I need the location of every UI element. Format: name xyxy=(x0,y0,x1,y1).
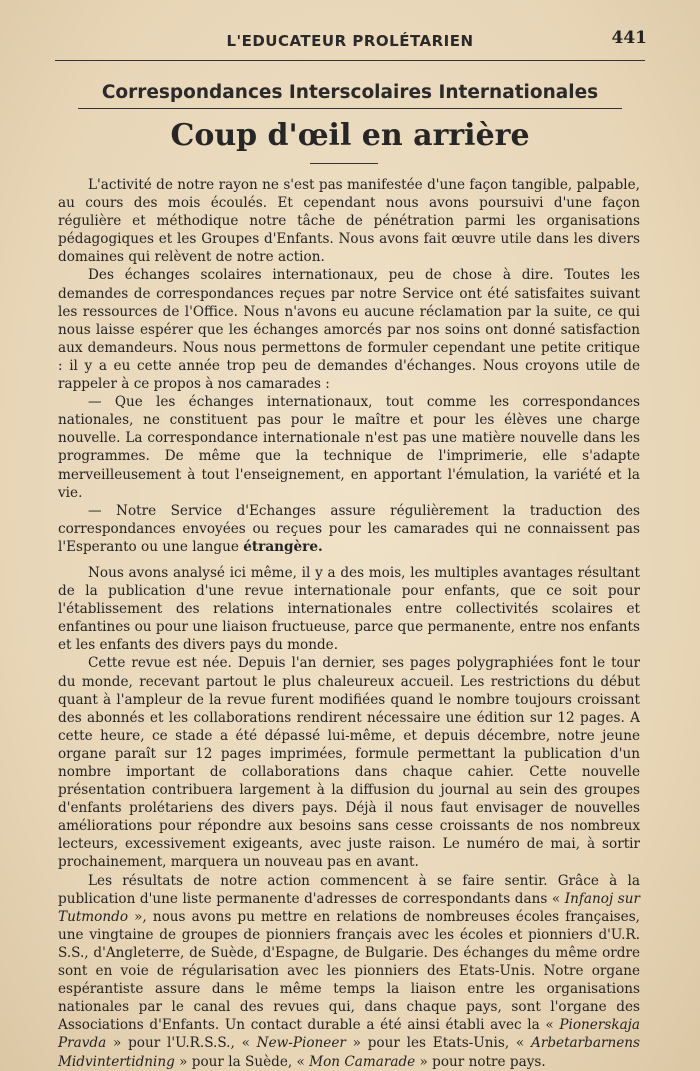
text-run: », nous avons pu mettre en relations de nombreuses écoles françaises, une vingtaine de groupes de pionniers français avec les écoles et pionniers d'U.R. S.S., d'Angleterre, de Suède, d'Espagne, de Bulgarie. Des échanges du même ordre sont en voie de régularisation avec les pionniers des Etats-Unis. Notre organe espérantiste assure dans le même temps la liaison entre les organisations nationales par le canal des revues qui, dans chaque pays, sont l'organe des Associations d'Enfants. Un contact durable a été ainsi établi avec la « xyxy=(58,908,640,1034)
paragraph: — Que les échanges internationaux, tout comme les correspondances nationales, ne constituent pas pour le maître et pour les élèves une charge nouvelle. La correspondance internationale n'est pas une matière nouvelle dans les programmes. De même que la technique de l'imprimerie, elle s'adapte merveilleusement à tout l'enseignement, en apportant l'émulation, la variété et la vie. xyxy=(58,394,640,501)
paragraph: L'activité de notre rayon ne s'est pas manifestée d'une façon tangible, palpable, au cours des mois écoulés. Et cependant nous avons poursuivi d'une façon régulière et méthodique notre tâche de pénétration parmi les organisations pédagogiques et les Groupes d'Enfants. Nous avons fait œuvre utile dans les divers domaines qui relèvent de notre action. xyxy=(58,177,640,266)
article-title: Coup d'œil en arrière xyxy=(170,118,530,153)
title-divider xyxy=(310,163,378,164)
journal-title: L'EDUCATEUR PROLÉTARIEN xyxy=(226,32,474,50)
text-run: — Notre Service d'Echanges assure régulièrement la traduction des correspondances envoyées ou reçues pour les camarades qui ne connaissent pas l'Esperanto ou une langue xyxy=(58,502,640,555)
text-run: » pour les Etats-Unis, « xyxy=(345,1035,532,1052)
italic-title: Midvintertidning xyxy=(58,1053,175,1070)
text-run: » pour l'U.R.S.S., « xyxy=(106,1035,257,1052)
italic-title: Pravda xyxy=(58,1035,107,1052)
text-run: » pour la Suède, « xyxy=(174,1053,310,1070)
text-run: » pour notre pays. xyxy=(415,1053,546,1070)
paragraph: Nous avons analysé ici même, il y a des mois, les multiples avantages résultant de la publication d'une revue internationale pour enfants, que ce soit pour l'établissement des relations internationales entre collectivités scolaires et enfantines ou pour une liaison fructueuse, parce que permanente, entre nos enfants et les enfants des divers pays du monde. xyxy=(58,564,640,654)
bold-word: étrangère. xyxy=(243,538,323,555)
page-number: 441 xyxy=(611,28,647,48)
paragraph xyxy=(58,872,640,1071)
italic-title: Infanoj sur xyxy=(564,890,640,907)
running-header xyxy=(55,26,645,61)
article-body xyxy=(58,176,640,1071)
italic-title: New-Pioneer xyxy=(256,1035,346,1052)
italic-title: Arbetarbarnens xyxy=(531,1035,640,1052)
italic-title: Pionerskaja xyxy=(559,1017,640,1034)
paragraph: Cette revue est née. Depuis l'an dernier, ses pages polygraphiées font le tour du monde, recevant partout le plus chaleureux accueil. Les restrictions du début quant à l'ampleur de la revue furent modifiées quand le nombre toujours croissant des abonnés et les collaborations rendirent nécessaire une édition sur 12 pages. A cette heure, ce stade a été dépassé lui-même, et depuis décembre, notre jeune organe paraît sur 12 pages imprimées, formule permettant la publication d'un nombre important de collaborations dans chaque cahier. Cette nouvelle présentation contribuera largement à la diffusion du journal au sein des groupes d'enfants prolétariens des divers pays. Déjà il nous faut envisager de nouvelles améliorations pour répondre aux besoins sans cesse croissants de nos nombreux lecteurs, excessivement exigeants, avec juste raison. Le numéro de mai, à sortir prochainement, marquera un nouveau pas en avant. xyxy=(58,655,640,871)
text-run: Les résultats de notre action commencent à se faire sentir. Grâce à la publication d'une liste permanente d'adresses de correspondants dans « xyxy=(58,872,640,907)
paragraph: Des échanges scolaires internationaux, peu de chose à dire. Toutes les demandes de correspondances reçues par notre Service ont été satisfaites suivant les ressources de l'Office. Nous n'avons eu aucune réclamation par la suite, ce qui nous laisse espérer que les échanges amorcés par nos soins ont donné satisfaction aux demandeurs. Nous nous permettons de formuler cependant une petite critique : il y a eu cette année trop peu de demandes d'échanges. Nous croyons utile de rappeler à ce propos à nos camarades : xyxy=(58,267,640,393)
section-heading: Correspondances Interscolaires Internationales xyxy=(78,78,622,109)
italic-title: Mon Camarade xyxy=(309,1053,416,1070)
paragraph xyxy=(58,502,640,556)
italic-title: Tutmondo xyxy=(58,908,128,925)
